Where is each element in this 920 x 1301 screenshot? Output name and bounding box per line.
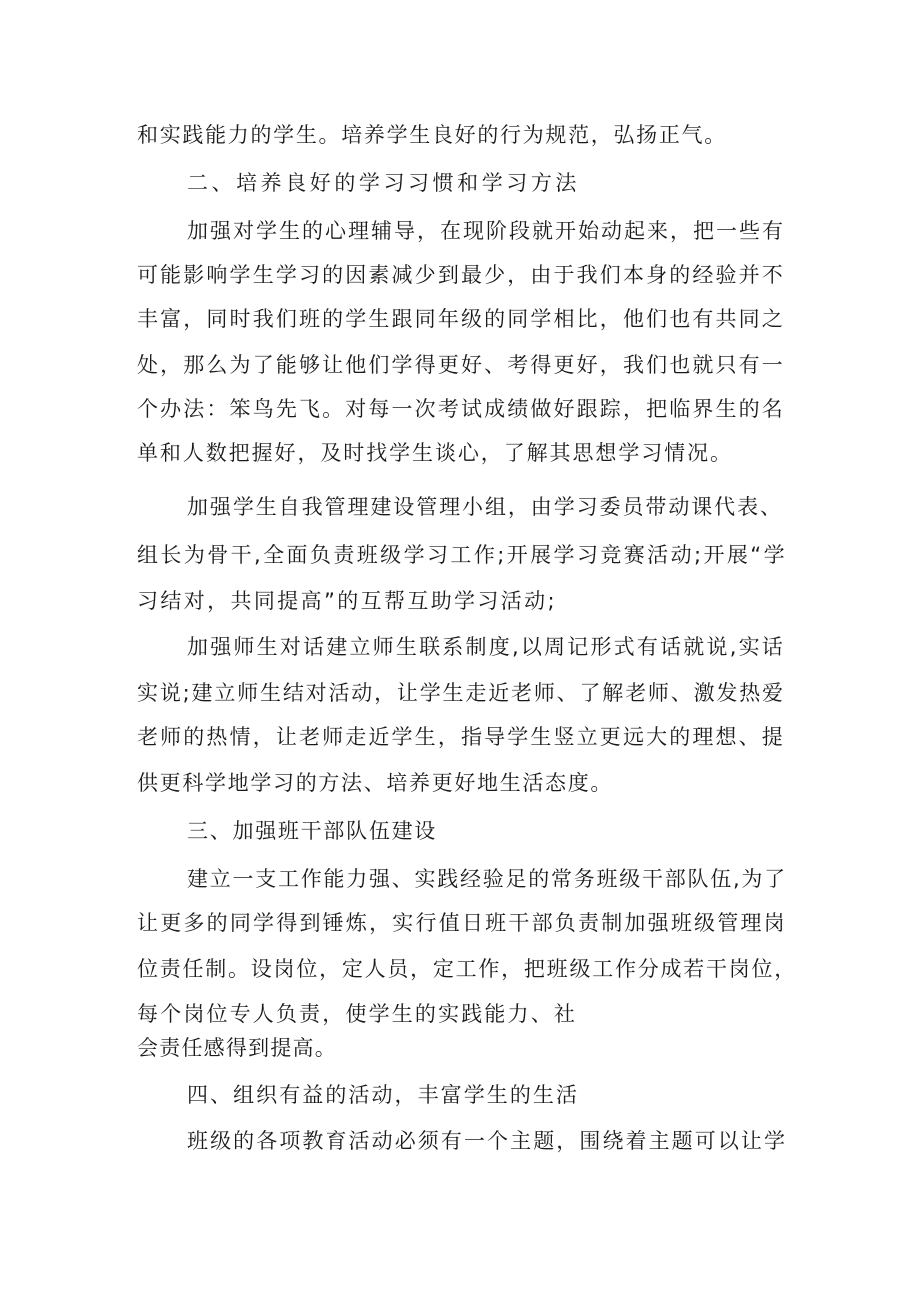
section-heading: 四、组织有益的活动，丰富学生的生活	[187, 1083, 580, 1107]
body-line: 个办法：笨鸟先飞。对每一次考试成绩做好跟踪，把临界生的名	[137, 397, 785, 421]
body-line: 班级的各项教育活动必须有一个主题，围绕着主题可以让学	[187, 1129, 788, 1153]
body-line: 组长为骨干,全面负责班级学习工作;开展学习竞赛活动;开展“学	[137, 543, 788, 567]
body-line: 让更多的同学得到锤炼，实行值日班干部负责制加强班级管理岗	[137, 911, 787, 935]
section-heading: 三、加强班干部队伍建设	[187, 819, 438, 843]
body-line: 供更科学地学习的方法、培养更好地生活态度。	[137, 771, 614, 795]
body-line: 老师的热情，让老师走近学生，指导学生竖立更远大的理想、提	[137, 725, 785, 749]
body-line: 会责任感得到提高。	[137, 1036, 337, 1060]
body-line: 丰富，同时我们班的学生跟同年级的同学相比，他们也有共同之	[137, 307, 785, 331]
body-line: 习结对，共同提高”的互帮互助学习活动;	[137, 589, 557, 613]
body-line: 加强学生自我管理建设管理小组，由学习委员带动课代表、	[187, 495, 783, 519]
body-line: 单和人数把握好，及时找学生谈心，了解其思想学习情况。	[137, 441, 733, 465]
body-line: 加强对学生的心理辅导，在现阶段就开始动起来，把一些有	[187, 219, 785, 243]
body-line: 每个岗位专人负责，使学生的实践能力、社	[137, 1002, 578, 1026]
body-line: 建立一支工作能力强、实践经验足的常务班级干部队伍,为了	[187, 867, 787, 891]
body-line: 处，那么为了能够让他们学得更好、考得更好，我们也就只有一	[137, 353, 785, 377]
body-line: 位责任制。设岗位，定人员，定工作，把班级工作分成若干岗位，	[137, 957, 798, 981]
body-line: 加强师生对话建立师生联系制度,以周记形式有话就说,实话	[187, 635, 786, 659]
body-line: 可能影响学生学习的因素减少到最少，由于我们本身的经验并不	[137, 263, 785, 287]
body-line: 实说;建立师生结对活动，让学生走近老师、了解老师、激发热爱	[137, 681, 785, 705]
section-heading: 二、培养良好的学习习惯和学习方法	[187, 171, 580, 195]
body-line: 和实践能力的学生。培养学生良好的行为规范，弘扬正气。	[137, 123, 727, 147]
